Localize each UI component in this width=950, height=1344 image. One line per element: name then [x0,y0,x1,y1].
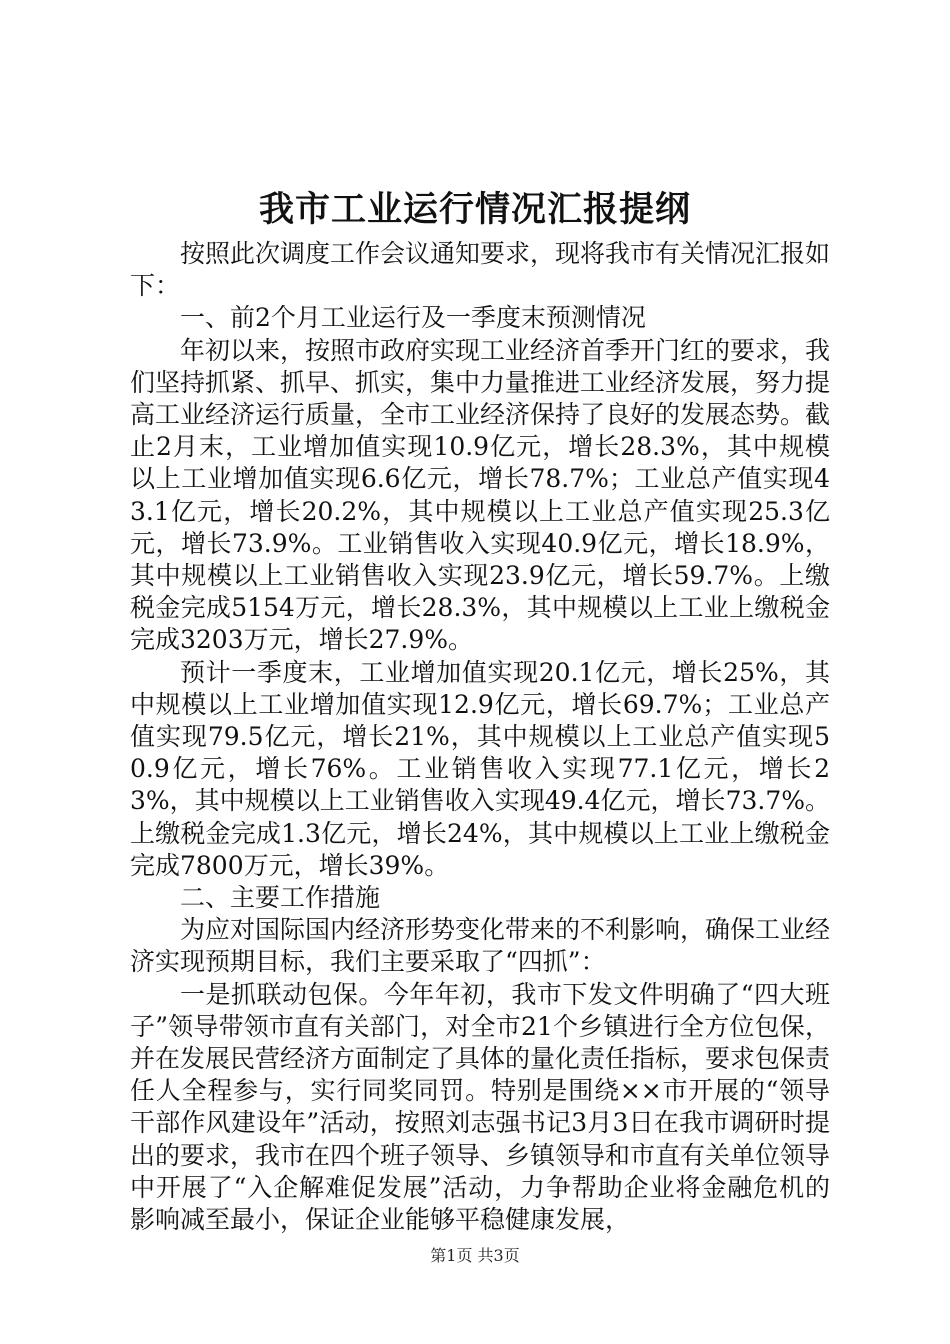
section-heading-2: 二、主要工作措施 [180,883,381,913]
paragraph-measures-intro: 为应对国际国内经济形势变化带来的不利影响，确保工业经济实现预期目标，我们主要采取了“四抓”： [130,915,831,977]
page-footer: 第1页 共3页 [430,1246,520,1265]
paragraph-q1-forecast: 预计一季度末，工业增加值实现20.1亿元，增长25%，其中规模以上工业增加值实现12.9亿元，增长69.7%；工业总产值实现79.5亿元，增长21%，其中规模以上工业总产值实现50.9亿元，增长76%。工业销售收入实现77.1亿元，增长23%，其中规模以上工业销售收入实现49.4亿元，增长73.7%。上缴税金完成1.3亿元，增长24%，其中规模以上工业上缴税金完成7800万元，增长39%。 [130,657,830,880]
paragraph-intro: 按照此次调度工作会议通知要求，现将我市有关情况汇报如下： [130,239,831,301]
paragraph-feb-stats: 年初以来，按照市政府实现工业经济首季开门红的要求，我们坚持抓紧、抓早、抓实，集中力量推进工业经济发展，努力提高工业经济运行质量，全市工业经济保持了良好的发展态势。截止2月末，工业增加值实现10.9亿元，增长28.3%，其中规模以上工业增加值实现6.6亿元，增长78.7%；工业总产值实现43.1亿元，增长20.2%，其中规模以上工业总产值实现25.3亿元，增长73.9%。工业销售收入实现40.9亿元，增长18.9%，其中规模以上工业销售收入实现23.9亿元，增长59.7%。上缴税金完成5154万元，增长28.3%，其中规模以上工业上缴税金完成3203万元，增长27.9%。 [130,335,831,655]
document-body [130,238,830,1236]
document-title: 我市工业运行情况汇报提纲 [258,189,691,230]
paragraph-measure-1: 一是抓联动包保。今年年初，我市下发文件明确了“四大班子”领导带领市直有关部门，对全市21个乡镇进行全方位包保，并在发展民营经济方面制定了具体的量化责任指标，要求包保责任人全程参与，实行同奖同罚。特别是围绕××市开展的“领导干部作风建设年”活动，按照刘志强书记3月3日在我市调研时提出的要求，我市在四个班子领导、乡镇领导和市直有关单位领导中开展了“入企解难促发展”活动，力争帮助企业将金融危机的影响减至最小，保证企业能够平稳健康发展， [130,979,831,1235]
section-heading-1: 一、前2个月工业运行及一季度末预测情况 [180,303,646,333]
